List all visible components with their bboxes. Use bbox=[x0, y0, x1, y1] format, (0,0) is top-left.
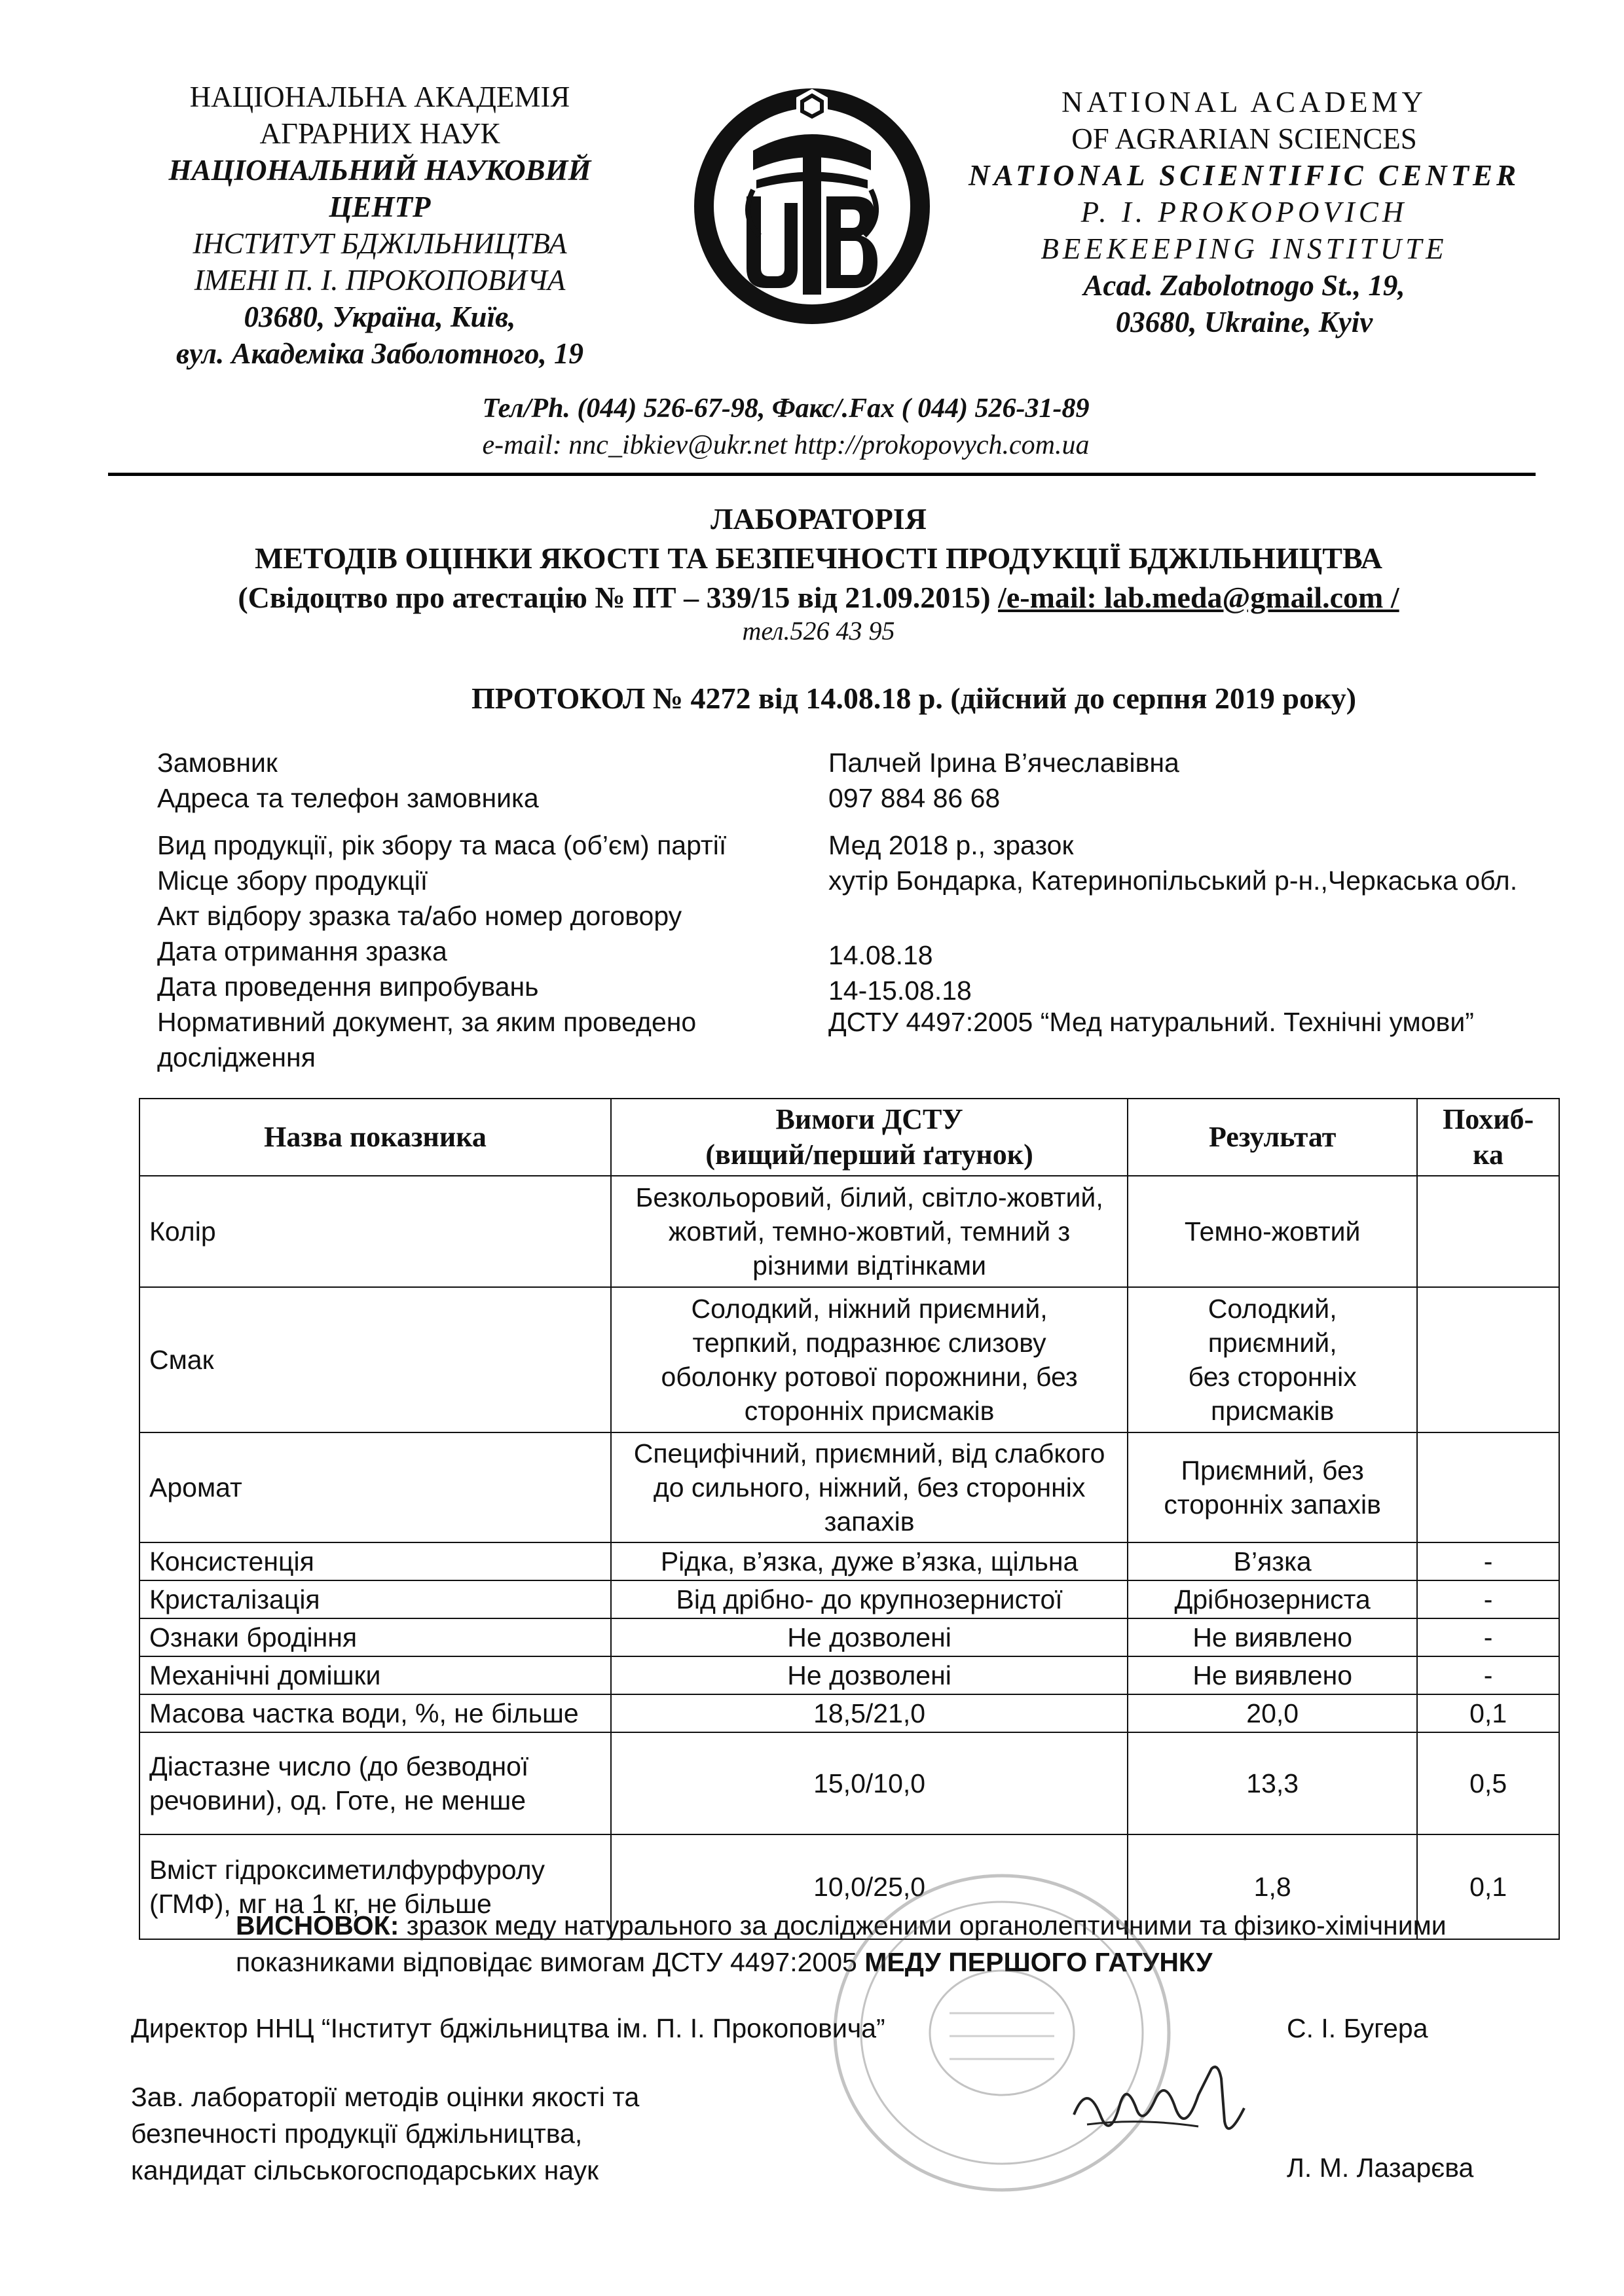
row-error bbox=[1417, 1287, 1559, 1432]
table-row bbox=[139, 1656, 1559, 1694]
row-result: 13,3 bbox=[1128, 1732, 1417, 1834]
handwritten-signature bbox=[1061, 2043, 1257, 2154]
director-name: С. І. Бугера bbox=[1287, 2013, 1428, 2043]
info-value: 14-15.08.18 bbox=[828, 975, 972, 1006]
header-err-line2: ка bbox=[1473, 1139, 1504, 1171]
row-error: 0,1 bbox=[1417, 1834, 1559, 1939]
lab-cert: (Свідоцтво про атестацію № ПТ – 339/15 від 21.09.2015) bbox=[238, 581, 991, 614]
req-line: жовтий, темно-жовтий, темний з bbox=[668, 1216, 1071, 1247]
row-result: Не виявлено bbox=[1128, 1618, 1417, 1656]
row-error bbox=[1417, 1176, 1559, 1287]
info-row-product bbox=[0, 828, 1624, 867]
info-label-line2: дослідження bbox=[157, 1042, 316, 1072]
result-line: без сторонніх bbox=[1188, 1362, 1357, 1392]
info-label: Вид продукції, рік збору та маса (об’єм) партії bbox=[157, 830, 727, 860]
info-label: Дата отримання зразка bbox=[157, 936, 447, 966]
email-line: e-mail: nnc_ibkiev@ukr.net http://prokopovych.com.ua bbox=[482, 430, 1090, 460]
row-result: Не виявлено bbox=[1128, 1656, 1417, 1694]
row-error: - bbox=[1417, 1580, 1559, 1618]
table-row bbox=[139, 1694, 1559, 1732]
info-value: ДСТУ 4497:2005 “Мед натуральний. Технічні умови” bbox=[828, 1007, 1474, 1037]
info-row-place bbox=[0, 863, 1624, 902]
req-line: запахів bbox=[824, 1506, 915, 1537]
header-result: Результат bbox=[1128, 1099, 1417, 1176]
header-error bbox=[1417, 1099, 1559, 1176]
row-name: Колір bbox=[139, 1176, 611, 1287]
req-line: Безкольоровий, білий, світло-жовтий, bbox=[635, 1182, 1103, 1212]
header-right bbox=[963, 84, 1526, 340]
req-line: сторонніх присмаків bbox=[744, 1396, 995, 1426]
row-error: - bbox=[1417, 1656, 1559, 1694]
header-right-line6: Acad. Zabolotnogo St., 19, bbox=[1083, 269, 1405, 302]
header-left-line3: НАЦІОНАЛЬНИЙ НАУКОВИЙ bbox=[168, 154, 591, 187]
header-right-line1: NATIONAL ACADEMY bbox=[1061, 86, 1428, 118]
phone-line: Тел/Ph. (044) 526-67-98, Факс/.Fax ( 044) 526-31-89 bbox=[482, 393, 1090, 424]
head-title-line3: кандидат сільськогосподарських наук bbox=[131, 2155, 599, 2185]
info-value: хутір Бондарка, Катеринопільський р-н.,Черкаська обл. bbox=[828, 866, 1518, 896]
row-result: В’язка bbox=[1128, 1542, 1417, 1580]
req-line: Специфічний, приємний, від слабкого bbox=[633, 1438, 1105, 1468]
header-err-line1: Похиб- bbox=[1443, 1103, 1534, 1135]
header-left-line5: ІНСТИТУТ БДЖІЛЬНИЦТВА bbox=[193, 227, 567, 260]
header-left-line7: 03680, Україна, Київ, bbox=[244, 301, 516, 333]
req-line: до сильного, ніжний, без сторонніх bbox=[653, 1472, 1086, 1503]
row-requirement: Від дрібно- до крупнозернистої bbox=[611, 1580, 1128, 1618]
head-name: Л. М. Лазарєва bbox=[1287, 2153, 1474, 2183]
lab-title-line2: МЕТОДІВ ОЦІНКИ ЯКОСТІ ТА БЕЗПЕЧНОСТІ ПРОДУКЦІЇ БДЖІЛЬНИЦТВА bbox=[255, 541, 1382, 575]
table-header-row bbox=[139, 1099, 1559, 1176]
row-name: Аромат bbox=[139, 1432, 611, 1542]
info-label: Акт відбору зразка та/або номер договору bbox=[157, 901, 682, 931]
result-line: приємний, bbox=[1208, 1328, 1337, 1358]
institute-logo bbox=[681, 72, 943, 334]
info-label: Дата проведення випробувань bbox=[157, 972, 539, 1002]
table-row bbox=[139, 1432, 1559, 1542]
row-result bbox=[1128, 1432, 1417, 1542]
header-req-line1: Вимоги ДСТУ bbox=[775, 1103, 963, 1135]
table-row bbox=[139, 1176, 1559, 1287]
table-row bbox=[139, 1542, 1559, 1580]
info-row-act bbox=[0, 898, 1624, 938]
row-requirement bbox=[611, 1287, 1128, 1432]
info-value: Мед 2018 р., зразок bbox=[828, 830, 1074, 860]
lab-phone: тел.526 43 95 bbox=[742, 616, 895, 646]
row-requirement: Рідка, в’язка, дуже в’язка, щільна bbox=[611, 1542, 1128, 1580]
result-line: Приємний, без bbox=[1181, 1455, 1364, 1485]
row-error: 0,5 bbox=[1417, 1732, 1559, 1834]
info-row-received bbox=[0, 934, 1624, 973]
info-label: Місце збору продукції bbox=[157, 866, 428, 896]
results-table bbox=[139, 1098, 1560, 1940]
head-title-line1: Зав. лабораторії методів оцінки якості та bbox=[131, 2082, 640, 2112]
header-right-line7: 03680, Ukraine, Kyiv bbox=[1115, 306, 1373, 338]
row-name: Смак bbox=[139, 1287, 611, 1432]
header-left-line1: НАЦІОНАЛЬНА АКАДЕМІЯ bbox=[189, 81, 570, 113]
req-line: Солодкий, ніжний приємний, bbox=[691, 1294, 1048, 1324]
row-result bbox=[1128, 1287, 1417, 1432]
info-value: Палчей Ірина В’ячеславівна bbox=[828, 748, 1179, 778]
header-left-line8: вул. Академіка Заболотного, 19 bbox=[176, 337, 583, 370]
row-error: - bbox=[1417, 1618, 1559, 1656]
info-value: 097 884 86 68 bbox=[828, 783, 1001, 813]
info-value: 14.08.18 bbox=[828, 940, 933, 970]
table-row bbox=[139, 1732, 1559, 1834]
header-left-line2: АГРАРНИХ НАУК bbox=[259, 117, 500, 150]
row-result: 1,8 bbox=[1128, 1834, 1417, 1939]
row-requirement: 10,0/25,0 bbox=[611, 1834, 1128, 1939]
result-line: Солодкий, bbox=[1208, 1294, 1337, 1324]
lab-cert-line bbox=[105, 579, 1532, 616]
info-label: Адреса та телефон замовника bbox=[157, 783, 539, 813]
header-name: Назва показника bbox=[139, 1099, 611, 1176]
row-result: Дрібнозерниста bbox=[1128, 1580, 1417, 1618]
row-name: Вміст гідроксиметилфурфуролу (ГМФ), мг на 1 кг, не більше bbox=[139, 1834, 611, 1939]
info-row-standard bbox=[0, 1004, 1624, 1076]
conclusion-grade: МЕДУ ПЕРШОГО ГАТУНКУ bbox=[864, 1947, 1213, 1977]
row-requirement bbox=[611, 1432, 1128, 1542]
conclusion-label: ВИСНОВОК: bbox=[236, 1910, 399, 1941]
protocol-title: ПРОТОКОЛ № 4272 від 14.08.18 р. (дійсний до серпня 2019 року) bbox=[471, 682, 1357, 715]
header-divider bbox=[108, 473, 1536, 476]
header-left-line4: ЦЕНТР bbox=[329, 191, 431, 223]
row-name: Ознаки бродіння bbox=[139, 1618, 611, 1656]
row-requirement: Не дозволені bbox=[611, 1656, 1128, 1694]
header-left-line6: ІМЕНІ П. І. ПРОКОПОВИЧА bbox=[194, 264, 566, 297]
row-name: Масова частка води, %, не більше bbox=[139, 1694, 611, 1732]
director-title: Директор ННЦ “Інститут бджільництва ім. П. І. Прокоповича” bbox=[131, 2013, 885, 2043]
table-row bbox=[139, 1618, 1559, 1656]
header-right-line5: BEEKEEPING INSTITUTE bbox=[1041, 232, 1448, 265]
head-title bbox=[131, 2079, 917, 2189]
header-right-line4: P. I. PROKOPOVICH bbox=[1080, 196, 1408, 228]
lab-email: /e-mail: lab.meda@gmail.com / bbox=[998, 581, 1399, 614]
row-name: Механічні домішки bbox=[139, 1656, 611, 1694]
row-result: Темно-жовтий bbox=[1128, 1176, 1417, 1287]
table-row bbox=[139, 1287, 1559, 1432]
row-result: 20,0 bbox=[1128, 1694, 1417, 1732]
req-line: терпкий, подразнює слизову bbox=[692, 1328, 1046, 1358]
info-row-address bbox=[0, 780, 1624, 820]
row-requirement: 18,5/21,0 bbox=[611, 1694, 1128, 1732]
result-line: присмаків bbox=[1211, 1396, 1335, 1426]
row-requirement bbox=[611, 1176, 1128, 1287]
info-row-tested bbox=[0, 969, 1624, 1008]
info-label bbox=[157, 1004, 812, 1075]
result-line: сторонніх запахів bbox=[1164, 1489, 1381, 1520]
row-error: - bbox=[1417, 1542, 1559, 1580]
req-line: різними відтінками bbox=[752, 1250, 986, 1281]
header-right-line3: NATIONAL SCIENTIFIC CENTER bbox=[968, 159, 1520, 192]
info-label-line1: Нормативний документ, за яким проведено bbox=[157, 1007, 697, 1037]
header-right-line2: OF AGRARIAN SCIENCES bbox=[1071, 122, 1417, 155]
row-requirement: 15,0/10,0 bbox=[611, 1732, 1128, 1834]
head-title-line2: безпечності продукції бджільництва, bbox=[131, 2119, 583, 2149]
header-requirements bbox=[611, 1099, 1128, 1176]
header-req-line2: (вищий/перший ґатунок) bbox=[705, 1139, 1033, 1171]
lab-title-line1: ЛАБОРАТОРІЯ bbox=[710, 502, 927, 536]
info-row-customer bbox=[0, 745, 1624, 784]
conclusion-text1: зразок меду натурального за дослідженими органолептичними та фізико-хімічними bbox=[399, 1910, 1447, 1941]
conclusion-text2: показниками відповідає вимогам ДСТУ 4497:2005 bbox=[236, 1947, 865, 1977]
row-name: Кристалізація bbox=[139, 1580, 611, 1618]
row-error bbox=[1417, 1432, 1559, 1542]
header-left bbox=[124, 79, 635, 372]
row-requirement: Не дозволені bbox=[611, 1618, 1128, 1656]
table-row bbox=[139, 1580, 1559, 1618]
req-line: оболонку ротової порожнини, без bbox=[661, 1362, 1078, 1392]
row-name: Діастазне число (до безводної речовини), од. Готе, не менше bbox=[139, 1732, 611, 1834]
info-label: Замовник bbox=[157, 748, 278, 778]
row-error: 0,1 bbox=[1417, 1694, 1559, 1732]
row-name: Консистенція bbox=[139, 1542, 611, 1580]
